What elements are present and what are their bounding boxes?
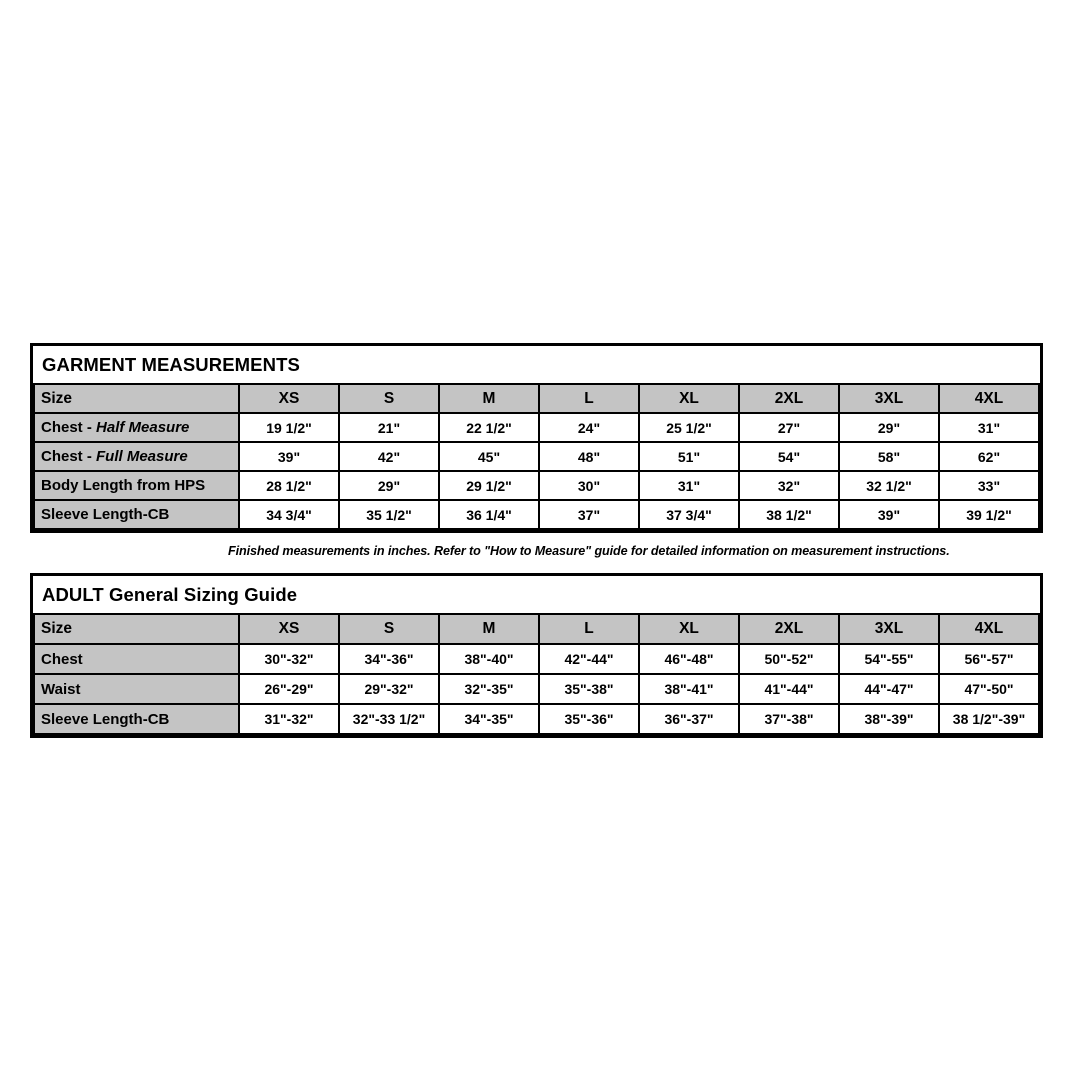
cell-value: 37" (539, 500, 639, 529)
cell-value: 29 1/2" (439, 471, 539, 500)
cell-value: 34"-36" (339, 644, 439, 674)
cell-value: 47"-50" (939, 674, 1039, 704)
adult-size-l: L (539, 614, 639, 644)
garment-size-xs: XS (239, 384, 339, 413)
row-label-chest-full (34, 442, 239, 471)
garment-measurements-table (33, 346, 1040, 530)
table-row (34, 674, 1039, 704)
cell-value: 56"-57" (939, 644, 1039, 674)
table-row (34, 471, 1039, 500)
cell-value: 28 1/2" (239, 471, 339, 500)
row-label-sleeve-length-adult (34, 704, 239, 734)
row-label-italic: Half Measure (96, 419, 190, 436)
row-label-chest (34, 644, 239, 674)
cell-value: 26"-29" (239, 674, 339, 704)
table-row (34, 644, 1039, 674)
cell-value: 31" (639, 471, 739, 500)
cell-value: 38"-39" (839, 704, 939, 734)
table-row (34, 413, 1039, 442)
row-label-prefix: Sleeve Length-CB (41, 710, 170, 728)
cell-value: 31" (939, 413, 1039, 442)
garment-measurements-table-block (30, 343, 1043, 533)
adult-size-3xl: 3XL (839, 614, 939, 644)
garment-size-4xl: 4XL (939, 384, 1039, 413)
row-label-prefix: Sleeve Length-CB (41, 506, 170, 523)
garment-size-label: Size (34, 384, 239, 413)
row-label-prefix: Chest - (41, 448, 97, 465)
row-label-waist (34, 674, 239, 704)
garment-size-2xl: 2XL (739, 384, 839, 413)
cell-value: 27" (739, 413, 839, 442)
row-label-prefix: Chest - (41, 419, 97, 436)
cell-value: 39" (839, 500, 939, 529)
cell-value: 21" (339, 413, 439, 442)
cell-value: 34 3/4" (239, 500, 339, 529)
cell-value: 35"-36" (539, 704, 639, 734)
cell-value: 38"-41" (639, 674, 739, 704)
garment-size-3xl: 3XL (839, 384, 939, 413)
cell-value: 32 1/2" (839, 471, 939, 500)
cell-value: 38 1/2" (739, 500, 839, 529)
cell-value: 24" (539, 413, 639, 442)
row-label-prefix: Body Length from HPS (41, 477, 206, 494)
cell-value: 39" (239, 442, 339, 471)
cell-value: 58" (839, 442, 939, 471)
cell-value: 35 1/2" (339, 500, 439, 529)
cell-value: 30"-32" (239, 644, 339, 674)
adult-size-xl: XL (639, 614, 739, 644)
cell-value: 39 1/2" (939, 500, 1039, 529)
cell-value: 29" (839, 413, 939, 442)
table-header-row (34, 614, 1039, 644)
cell-value: 38 1/2"-39" (939, 704, 1039, 734)
cell-value: 54" (739, 442, 839, 471)
table-title-row (34, 346, 1039, 384)
cell-value: 50"-52" (739, 644, 839, 674)
cell-value: 48" (539, 442, 639, 471)
measurement-footnote: Finished measurements in inches. Refer to "How to Measure" guide for detailed information on measurement instructions. (228, 544, 950, 558)
cell-value: 45" (439, 442, 539, 471)
cell-value: 37 3/4" (639, 500, 739, 529)
adult-sizing-guide-table-block (30, 573, 1043, 738)
table-row (34, 500, 1039, 529)
cell-value: 62" (939, 442, 1039, 471)
cell-value: 54"-55" (839, 644, 939, 674)
cell-value: 32" (739, 471, 839, 500)
row-label-prefix: Waist (41, 680, 81, 698)
garment-size-xl: XL (639, 384, 739, 413)
garment-size-l: L (539, 384, 639, 413)
cell-value: 30" (539, 471, 639, 500)
cell-value: 41"-44" (739, 674, 839, 704)
cell-value: 42" (339, 442, 439, 471)
cell-value: 31"-32" (239, 704, 339, 734)
adult-size-m: M (439, 614, 539, 644)
cell-value: 51" (639, 442, 739, 471)
adult-table-title: ADULT General Sizing Guide (34, 576, 1039, 614)
row-label-chest-half (34, 413, 239, 442)
cell-value: 22 1/2" (439, 413, 539, 442)
table-header-row (34, 384, 1039, 413)
cell-value: 34"-35" (439, 704, 539, 734)
adult-size-4xl: 4XL (939, 614, 1039, 644)
table-row (34, 704, 1039, 734)
cell-value: 36"-37" (639, 704, 739, 734)
cell-value: 36 1/4" (439, 500, 539, 529)
cell-value: 25 1/2" (639, 413, 739, 442)
row-label-italic: Full Measure (96, 448, 188, 465)
cell-value: 38"-40" (439, 644, 539, 674)
cell-value: 46"-48" (639, 644, 739, 674)
cell-value: 33" (939, 471, 1039, 500)
row-label-sleeve-length (34, 500, 239, 529)
table-title-row (34, 576, 1039, 614)
adult-size-xs: XS (239, 614, 339, 644)
cell-value: 19 1/2" (239, 413, 339, 442)
adult-size-2xl: 2XL (739, 614, 839, 644)
adult-size-s: S (339, 614, 439, 644)
row-label-prefix: Chest (41, 650, 83, 668)
adult-sizing-guide-table (33, 576, 1040, 735)
cell-value: 29"-32" (339, 674, 439, 704)
garment-table-title: GARMENT MEASUREMENTS (34, 346, 1039, 384)
cell-value: 29" (339, 471, 439, 500)
row-label-body-length (34, 471, 239, 500)
garment-size-s: S (339, 384, 439, 413)
garment-size-m: M (439, 384, 539, 413)
cell-value: 32"-33 1/2" (339, 704, 439, 734)
cell-value: 35"-38" (539, 674, 639, 704)
cell-value: 37"-38" (739, 704, 839, 734)
table-row (34, 442, 1039, 471)
cell-value: 42"-44" (539, 644, 639, 674)
cell-value: 32"-35" (439, 674, 539, 704)
cell-value: 44"-47" (839, 674, 939, 704)
adult-size-label: Size (34, 614, 239, 644)
